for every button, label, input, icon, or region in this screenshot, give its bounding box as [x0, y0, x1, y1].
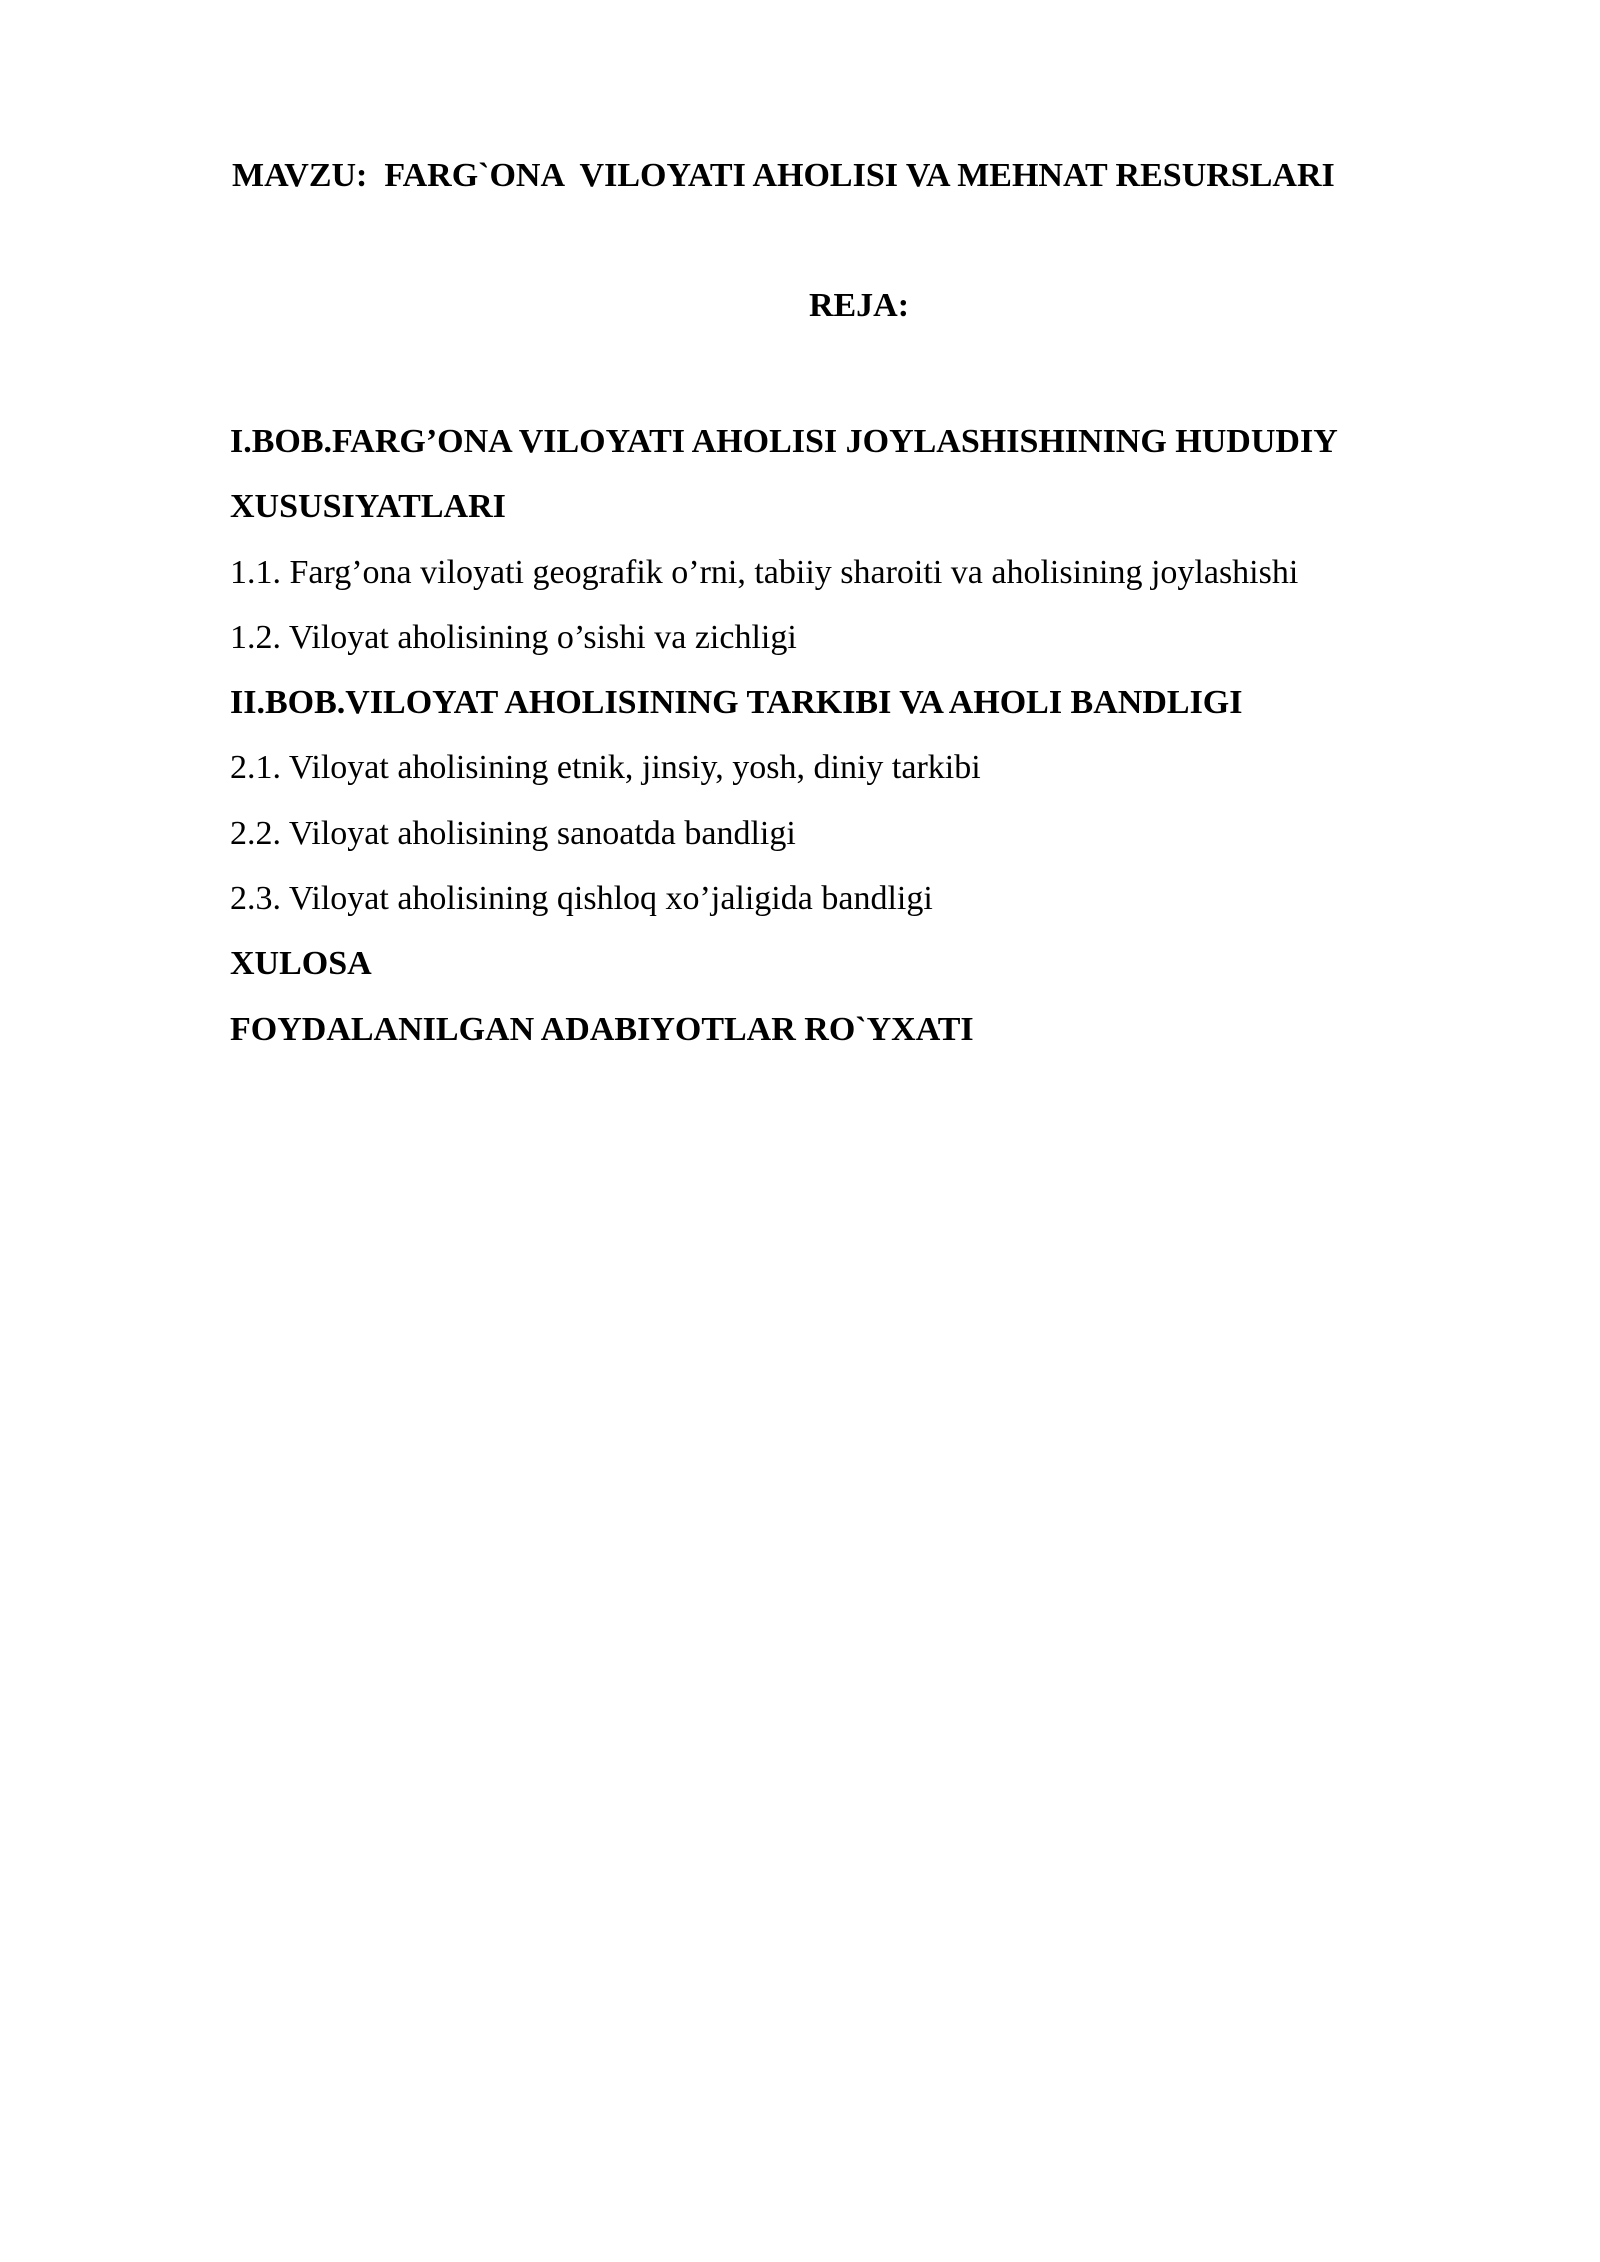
outline-references: FOYDALANILGAN ADABIYOTLAR RO`YXATI — [230, 1010, 974, 1048]
outline-conclusion: XULOSA — [230, 945, 372, 983]
outline-section-2-3: 2.3. Viloyat aholisining qishloq xo’jaligida bandligi — [230, 880, 933, 918]
outline-section-1-1: 1.1. Farg’ona viloyati geografik o’rni, tabiiy sharoiti va aholisining joylashishi — [230, 553, 1299, 591]
outline-chapter-1-title-cont: XUSUSIYATLARI — [230, 488, 506, 526]
outline-chapter-1-title: I.BOB.FARG’ONA VILOYATI AHOLISI JOYLASHISHINING HUDUDIY — [230, 423, 1338, 460]
plan-heading: REJA: — [808, 287, 910, 324]
outline-chapter-2-title: II.BOB.VILOYAT AHOLISINING TARKIBI VA AHOLI BANDLIGI — [230, 684, 1243, 722]
outline-section-2-1: 2.1. Viloyat aholisining etnik, jinsiy, yosh, diniy tarkibi — [230, 749, 981, 787]
document-title: MAVZU: FARG`ONA VILOYATI AHOLISI VA MEHNAT RESURSLARI — [232, 157, 1335, 194]
outline-section-2-2: 2.2. Viloyat aholisining sanoatda bandligi — [230, 814, 796, 852]
plan-outline — [230, 409, 1530, 1062]
outline-section-1-2: 1.2. Viloyat aholisining o’sishi va zichligi — [230, 618, 797, 656]
